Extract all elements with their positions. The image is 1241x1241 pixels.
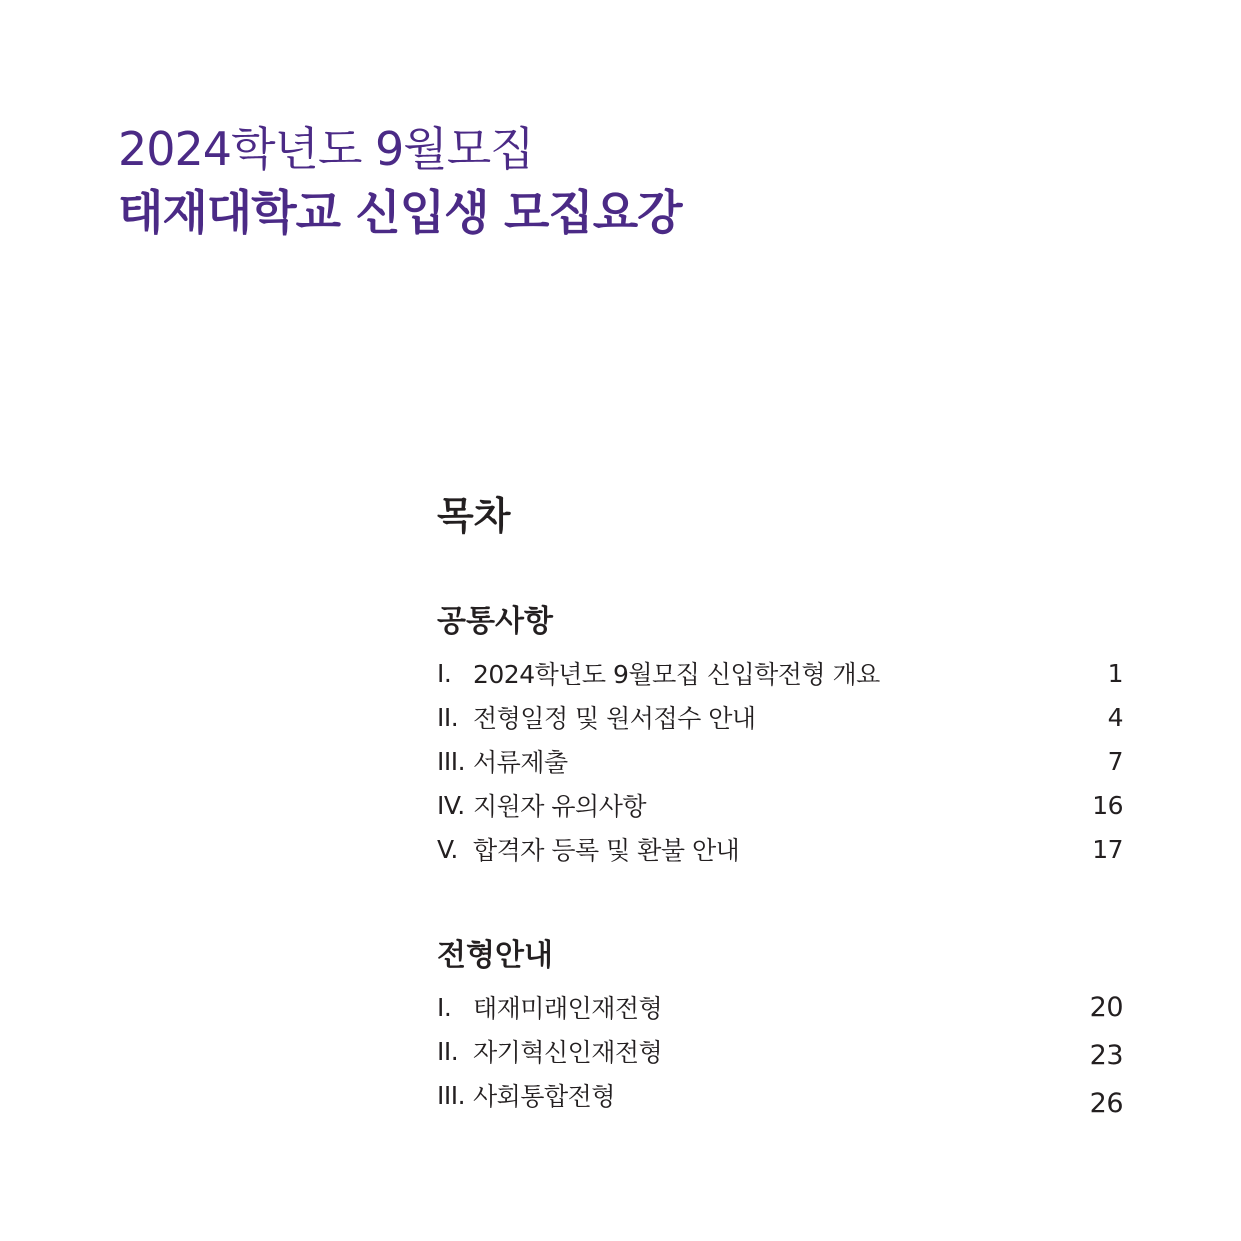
toc-entry[interactable] <box>437 783 1123 827</box>
toc-entry[interactable] <box>437 739 1123 783</box>
toc-entry[interactable] <box>437 695 1123 739</box>
toc-entry-page: 17 <box>1092 834 1123 864</box>
toc-section-title: 전형안내 <box>437 938 553 973</box>
toc-entry-label: 전형일정 및 원서접수 안내 <box>473 704 756 733</box>
toc-entry-page: 1 <box>1107 658 1123 688</box>
toc-entry-page: 23 <box>1089 1039 1123 1071</box>
toc-entry-number: V. <box>437 834 458 864</box>
toc-entry[interactable] <box>437 985 1123 1029</box>
toc-entry[interactable] <box>437 1073 1123 1117</box>
toc-entry[interactable] <box>437 827 1123 871</box>
toc-entry[interactable] <box>437 651 1123 695</box>
toc-entry-page: 26 <box>1089 1087 1123 1119</box>
toc-heading: 목차 <box>437 494 511 538</box>
toc-entry-label: 2024학년도 9월모집 신입학전형 개요 <box>473 660 880 689</box>
toc-entry-label: 자기혁신인재전형 <box>473 1038 663 1067</box>
toc-entry-page: 16 <box>1092 790 1123 820</box>
toc-entry-number: II. <box>437 702 459 732</box>
toc-entry[interactable] <box>437 1029 1123 1073</box>
toc-section-title: 공통사항 <box>437 604 553 639</box>
toc-entry-number: III. <box>437 1080 466 1110</box>
document-subtitle: 2024학년도 9월모집 <box>118 122 534 176</box>
toc-entry-label: 사회통합전형 <box>473 1082 615 1111</box>
toc-entry-label: 지원자 유의사항 <box>473 792 646 821</box>
toc-entry-label: 태재미래인재전형 <box>473 994 663 1023</box>
toc-entry-number: I. <box>437 658 452 688</box>
table-of-contents <box>437 488 1123 1119</box>
toc-entry-page: 7 <box>1107 746 1123 776</box>
toc-entry-number: III. <box>437 746 466 776</box>
toc-entry-label: 서류제출 <box>473 748 568 777</box>
toc-section-admissions <box>437 936 1123 1117</box>
toc-entry-page: 4 <box>1107 702 1123 732</box>
toc-entry-number: II. <box>437 1036 459 1066</box>
toc-entry-label: 합격자 등록 및 환불 안내 <box>473 836 740 865</box>
document-title: 태재대학교 신입생 모집요강 <box>118 186 682 241</box>
toc-entry-number: IV. <box>437 790 465 820</box>
document-header <box>118 118 682 248</box>
toc-entry-page: 20 <box>1089 991 1123 1023</box>
toc-section-common <box>437 602 1123 871</box>
toc-entry-number: I. <box>437 992 452 1022</box>
